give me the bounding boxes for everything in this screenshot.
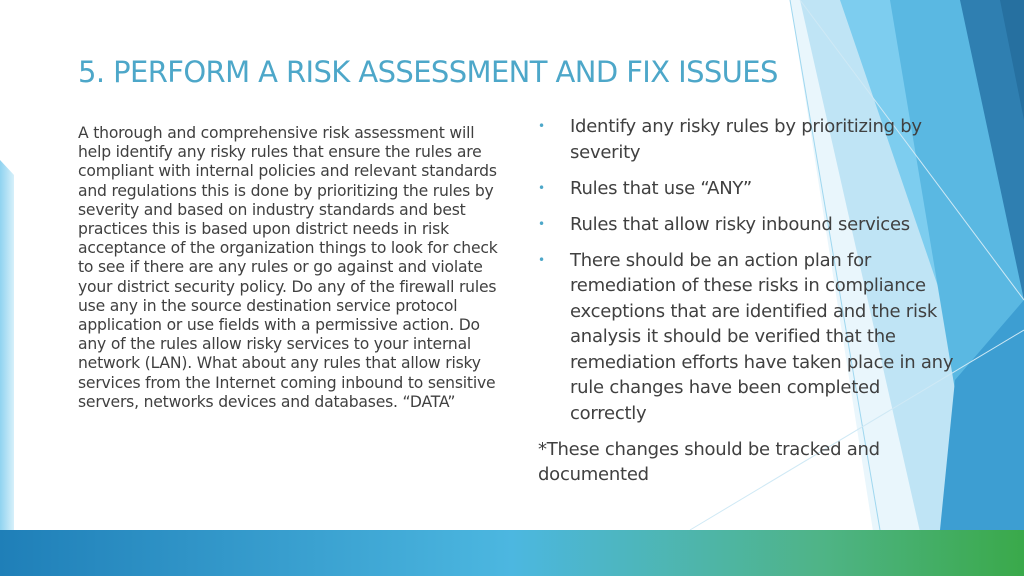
left-accent-strip [0,160,14,560]
bullet-text: Rules that allow risky inbound services [570,213,910,235]
bullet-item [538,248,958,427]
footnote: *These changes should be tracked and documented [538,438,880,485]
bullet-list [538,114,958,426]
bottom-band [0,530,1024,576]
bullet-text: Rules that use “ANY” [570,177,752,199]
bullet-dot-icon: • [538,216,545,231]
slide-title: 5. PERFORM A RISK ASSESSMENT AND FIX ISSUES [78,55,778,89]
bullet-dot-icon: • [538,119,545,133]
bullet-text: Identify any risky rules by prioritizing by severity [570,116,922,163]
left-paragraph: A thorough and comprehensive risk assessment will help identify any risky rules that ensure the rules are compliant with internal policies and relevant standards and regulations this is done by prioritizing the rules by severity and based on industry standards and best practices this is based upon district needs in risk acceptance of the organization things to look for check to see if there are any rules or go against and violate your district security policy. Do any of the firewall rules use any in the source destination service protocol application or use fields with a permissive action. Do any of the rules allow risky services to your internal network (LAN). What about any rules that allow risky services from the Internet coming inbound to sensitive servers, networks devices and databases. “DATA” [78,124,498,411]
bullet-dot-icon: • [538,180,545,195]
bullet-item [538,114,958,165]
bullet-item [538,176,958,202]
bullet-item [538,212,958,238]
bullet-text: There should be an action plan for remediation of these risks in compliance exceptions that are identified and the risk analysis it should be verified that the remediation efforts have taken place in any rule changes have been completed correctly [570,249,954,424]
right-column [538,114,958,488]
bullet-dot-icon: • [538,252,545,267]
